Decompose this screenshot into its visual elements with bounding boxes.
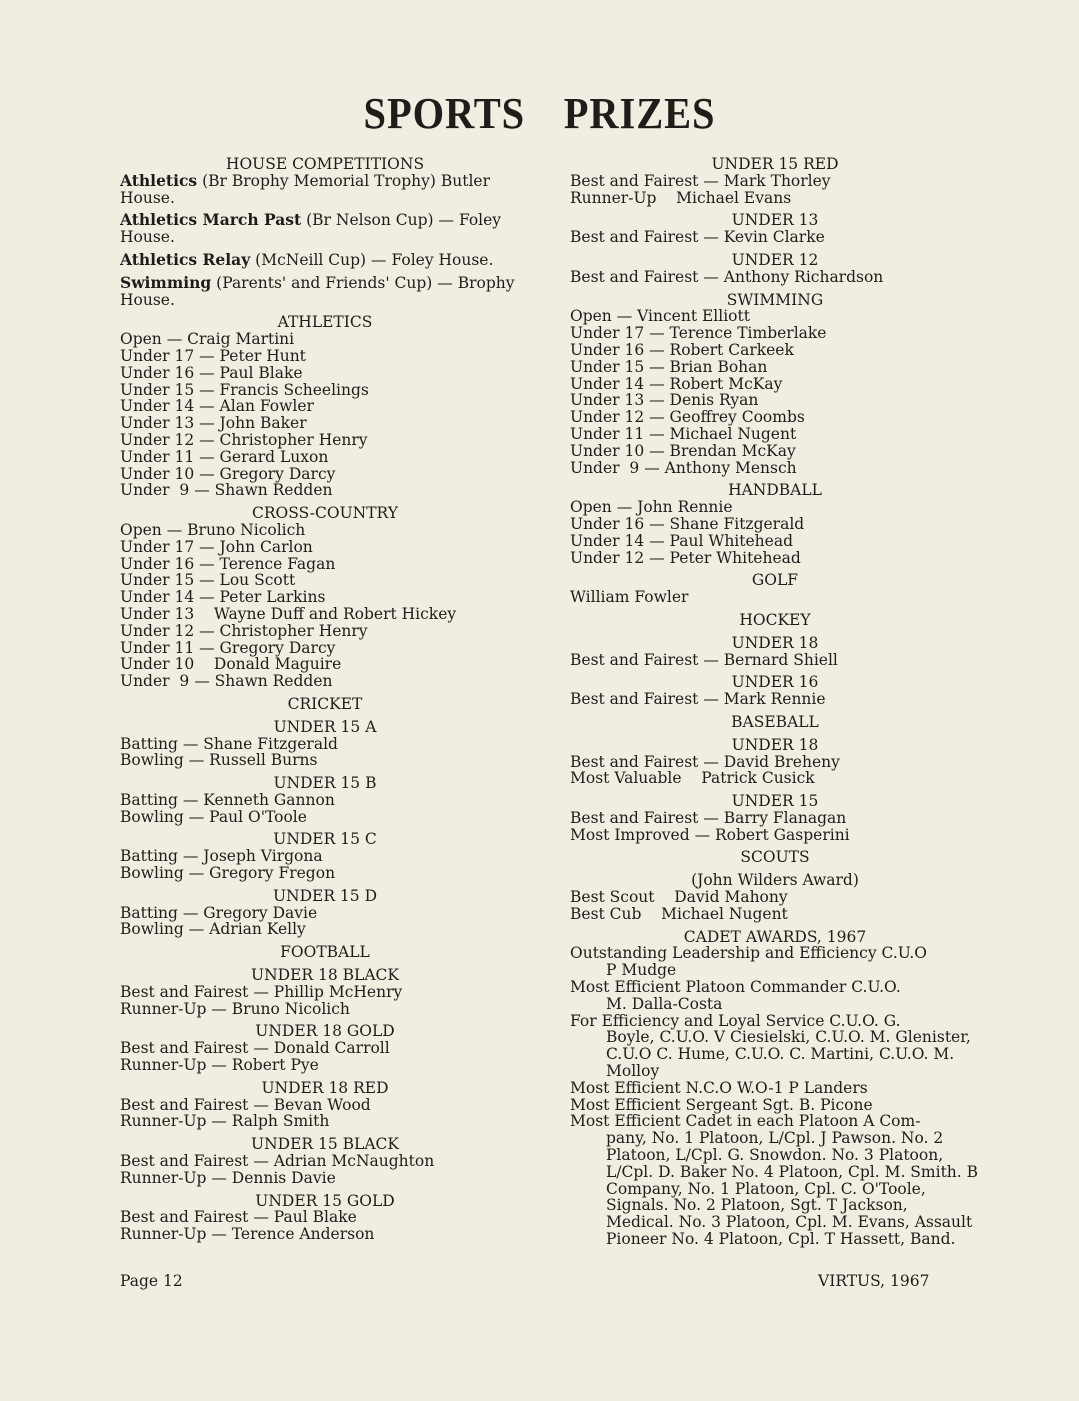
right-column	[570, 150, 980, 1248]
prize-line: Batting — Joseph Virgona	[120, 847, 323, 866]
athletics-line: Under 10 — Gregory Darcy	[120, 464, 336, 483]
handball-line: Under 16 — Shane Fitzgerald	[570, 514, 805, 533]
section-heading-swimming: SWIMMING	[726, 290, 824, 309]
cross-country-line: Under 15 — Lou Scott	[120, 571, 296, 590]
athletics-line: Under 17 — Peter Hunt	[120, 346, 306, 365]
house-prize	[120, 170, 530, 207]
prize-line: Bowling — Paul O'Toole	[120, 807, 307, 826]
cadet-award: Most Efficient Platoon Commander C.U.O.	[570, 978, 901, 997]
subheading: UNDER 18	[731, 735, 819, 754]
house-prize-detail: (Br Nelson Cup) — Foley House.	[120, 211, 502, 247]
prize-line: Batting — Shane Fitzgerald	[120, 734, 338, 753]
prize-line: Runner-Up — Bruno Nicolich	[120, 999, 350, 1018]
subheading: (John Wilders Award)	[691, 871, 859, 890]
cross-country-line: Under 17 — John Carlon	[120, 537, 313, 556]
scouts-line: Best Cub Michael Nugent	[570, 904, 788, 923]
house-prize	[120, 272, 530, 309]
prize-line: Best and Fairest — Barry Flanagan	[570, 808, 847, 827]
cadet-award: Most Efficient Sergeant Sgt. B. Picone	[570, 1095, 873, 1114]
section-heading-scouts: SCOUTS	[740, 848, 810, 867]
prize-line: Batting — Kenneth Gannon	[120, 790, 335, 809]
house-prize-event: Swimming	[120, 272, 212, 292]
house-prize-event: Athletics March Past	[120, 210, 302, 230]
subheading: UNDER 15 C	[273, 830, 377, 849]
subheading: UNDER 18 GOLD	[255, 1022, 395, 1041]
prize-line: Best and Fairest — Mark Thorley	[570, 171, 831, 190]
subheading: UNDER 18 BLACK	[251, 966, 399, 985]
publication-footer: VIRTUS, 1967	[818, 1272, 930, 1290]
prize-line: Runner-Up — Robert Pye	[120, 1056, 319, 1075]
house-prize-detail: (Parents' and Friends' Cup) — Brophy House.	[120, 273, 515, 309]
athletics-line: Under 13 — John Baker	[120, 414, 307, 433]
prize-line: Runner-Up — Dennis Davie	[120, 1168, 336, 1187]
section-heading-athletics: ATHLETICS	[277, 313, 373, 332]
prize-line: Bowling — Russell Burns	[120, 751, 318, 770]
swimming-line: Under 17 — Terence Timberlake	[570, 324, 827, 343]
house-prize	[120, 249, 530, 269]
section-heading-house-competitions: HOUSE COMPETITIONS	[225, 155, 425, 173]
house-prize-detail: (McNeill Cup) — Foley House.	[250, 250, 494, 269]
athletics-line: Under 15 — Francis Scheelings	[120, 380, 369, 399]
prize-line: Batting — Gregory Davie	[120, 903, 318, 922]
athletics-line: Under 14 — Alan Fowler	[120, 397, 314, 416]
prize-line: Best and Fairest — Phillip McHenry	[120, 982, 403, 1001]
subheading: UNDER 15 RED	[711, 155, 839, 173]
prize-line: Runner-Up — Ralph Smith	[120, 1112, 330, 1131]
prize-line: Best and Fairest — Adrian McNaughton	[120, 1152, 435, 1171]
cadet-award: Most Efficient N.C.O W.O-1 P Landers	[570, 1078, 868, 1097]
prize-line: Best and Fairest — Kevin Clarke	[570, 228, 825, 247]
prize-line: Most Improved — Robert Gasperini	[570, 825, 850, 844]
subheading: UNDER 15	[731, 792, 819, 811]
subheading: UNDER 15 BLACK	[251, 1135, 399, 1154]
swimming-line: Open — Vincent Elliott	[570, 307, 750, 326]
handball-line: Under 14 — Paul Whitehead	[570, 531, 793, 550]
scouts-line: Best Scout David Mahony	[570, 888, 788, 907]
section-heading-football: FOOTBALL	[280, 943, 370, 962]
swimming-line: Under 9 — Anthony Mensch	[570, 458, 797, 477]
swimming-line: Under 10 — Brendan McKay	[570, 441, 796, 460]
swimming-line: Under 11 — Michael Nugent	[570, 424, 797, 443]
prize-line: Runner-Up — Terence Anderson	[120, 1225, 375, 1244]
swimming-line: Under 15 — Brian Bohan	[570, 357, 768, 376]
prize-line: Best and Fairest — Bernard Shiell	[570, 650, 838, 669]
subheading: UNDER 15 B	[273, 774, 377, 793]
swimming-line: Under 12 — Geoffrey Coombs	[570, 408, 805, 427]
prize-line: Best and Fairest — Anthony Richardson	[570, 267, 884, 286]
cross-country-line: Under 10 Donald Maguire	[120, 655, 342, 674]
prize-line: Best and Fairest — Bevan Wood	[120, 1095, 371, 1114]
cadet-award: Outstanding Leadership and Efficiency C.U.O	[570, 944, 928, 963]
subheading: UNDER 18 RED	[261, 1078, 389, 1097]
swimming-line: Under 13 — Denis Ryan	[570, 391, 759, 410]
athletics-line: Under 11 — Gerard Luxon	[120, 447, 329, 466]
prize-line: Runner-Up Michael Evans	[570, 188, 792, 207]
cadet-award: Most Efficient Cadet in each Platoon A Com-	[570, 1112, 921, 1131]
left-column	[120, 150, 530, 1243]
handball-line: Open — John Rennie	[570, 498, 733, 517]
house-prize-detail: (Br Brophy Memorial Trophy) Butler House.	[120, 171, 490, 207]
prize-line: Most Valuable Patrick Cusick	[570, 769, 815, 788]
prize-line: Best and Fairest — David Breheny	[570, 752, 840, 771]
athletics-line: Open — Craig Martini	[120, 330, 295, 349]
subheading: UNDER 15 GOLD	[255, 1191, 395, 1210]
cross-country-line: Under 14 — Peter Larkins	[120, 588, 326, 607]
section-heading-golf: GOLF	[751, 571, 799, 590]
swimming-line: Under 16 — Robert Carkeek	[570, 340, 794, 359]
prize-line: Best and Fairest — Donald Carroll	[120, 1039, 390, 1058]
swimming-line: Under 14 — Robert McKay	[570, 374, 783, 393]
cross-country-line: Under 12 — Christopher Henry	[120, 621, 368, 640]
handball-line: Under 12 — Peter Whitehead	[570, 548, 801, 567]
page-title: SPORTS PRIZES	[363, 89, 716, 138]
prize-line: Bowling — Adrian Kelly	[120, 920, 306, 939]
prize-line: Best and Fairest — Mark Rennie	[570, 690, 826, 709]
cross-country-line: Open — Bruno Nicolich	[120, 520, 306, 539]
cadet-award-detail: Boyle, C.U.O. V Ciesielski, C.U.O. M. Glenister, C.U.O C. Hume, C.U.O. C. Martini, C.U.O. M. Molloy	[606, 1028, 971, 1081]
subheading: UNDER 12	[731, 250, 819, 269]
subheading: UNDER 16	[731, 673, 819, 692]
section-heading-cricket: CRICKET	[287, 694, 363, 713]
cross-country-line: Under 16 — Terence Fagan	[120, 554, 336, 573]
athletics-line: Under 16 — Paul Blake	[120, 363, 303, 382]
house-prize	[120, 212, 530, 246]
page-number: Page 12	[120, 1272, 183, 1290]
subheading: UNDER 15 A	[273, 717, 377, 736]
cadet-award-detail: P Mudge	[606, 961, 677, 980]
cadet-award-detail: M. Dalla-Costa	[606, 994, 723, 1013]
section-heading-cadet-awards: CADET AWARDS, 1967	[683, 927, 867, 946]
section-heading-hockey: HOCKEY	[739, 610, 811, 629]
cross-country-line: Under 11 — Gregory Darcy	[120, 638, 336, 657]
cross-country-line: Under 13 Wayne Duff and Robert Hickey	[120, 604, 457, 623]
section-heading-handball: HANDBALL	[728, 481, 822, 500]
section-heading-baseball: BASEBALL	[731, 712, 819, 731]
house-prize-event: Athletics Relay	[120, 249, 251, 269]
subheading: UNDER 15 D	[272, 886, 378, 905]
subheading: UNDER 13	[731, 211, 819, 230]
cadet-award: For Efficiency and Loyal Service C.U.O. G.	[570, 1011, 901, 1030]
cross-country-line: Under 9 — Shawn Redden	[120, 672, 333, 691]
athletics-line: Under 9 — Shawn Redden	[120, 481, 333, 500]
subheading: UNDER 18	[731, 633, 819, 652]
athletics-line: Under 12 — Christopher Henry	[120, 430, 368, 449]
prize-line: Bowling — Gregory Fregon	[120, 864, 336, 883]
cadet-award-detail: pany, No. 1 Platoon, L/Cpl. J Pawson. No. 2 Platoon, L/Cpl. G. Snowdon. No. 3 Platoon, L/Cpl. D. Baker No. 4 Platoon, Cpl. M. Smith. B Company, No. 1 Platoon, Cpl. C. O'Toole, Signals. No. 2 Platoon, Sgt. T Jackson, Medical. No. 3 Platoon, Cpl. M. Evans, Assault Pioneer No. 4 Platoon, Cpl. T Hassett, Band.	[606, 1129, 979, 1249]
section-heading-cross-country: CROSS-COUNTRY	[252, 504, 398, 523]
house-prize-event: Athletics	[120, 170, 198, 190]
prize-line: Best and Fairest — Paul Blake	[120, 1208, 357, 1227]
golf-line: William Fowler	[570, 588, 689, 607]
